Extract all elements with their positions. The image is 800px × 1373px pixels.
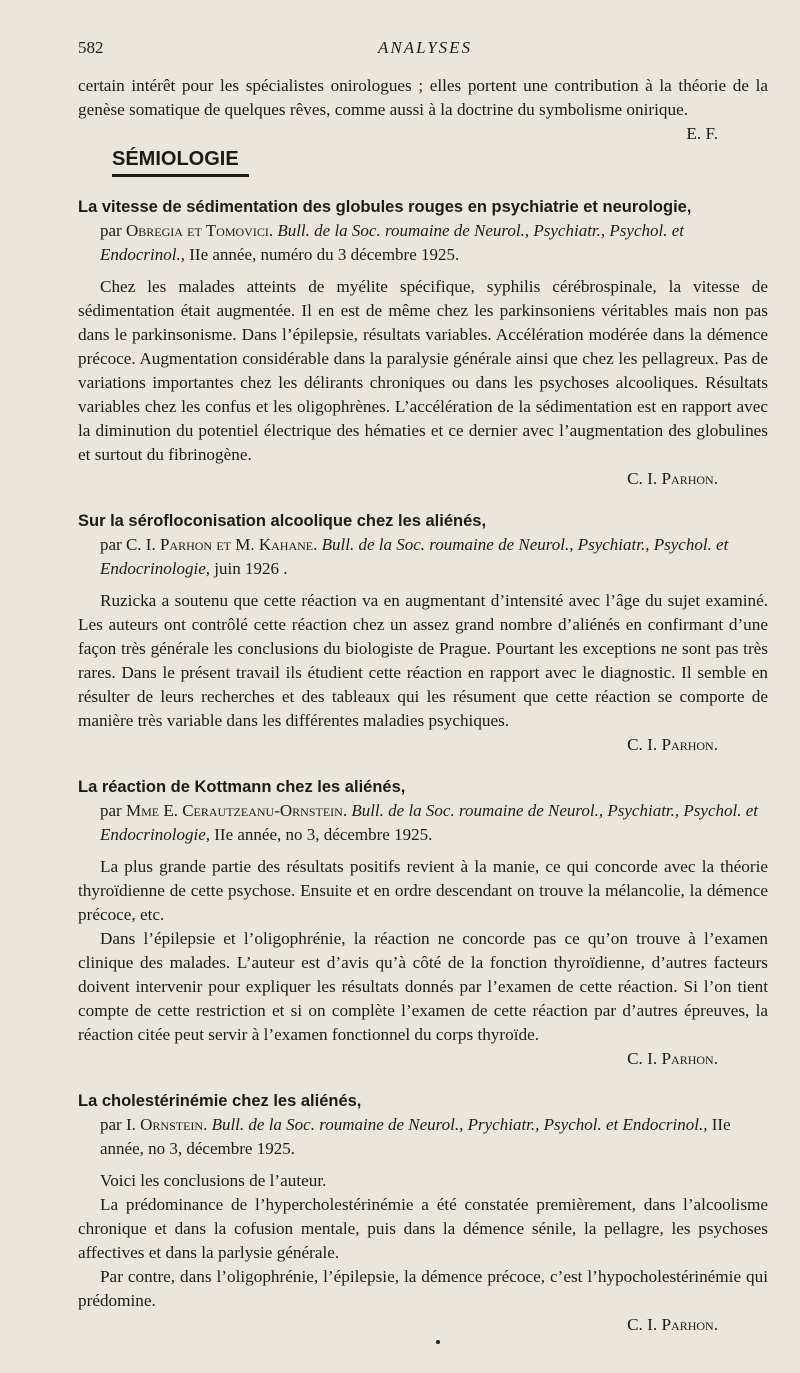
- page-number: 582: [78, 38, 104, 57]
- article-details: IIe année, no 3, décembre 1925.: [100, 1115, 731, 1158]
- article-citation: par Obregia et Tomovici. Bull. de la Soc. roumaine de Neurol., Psychiatr., Psychol. et Endocrinol., IIe année, numéro du 3 décembre 1925.: [100, 221, 684, 264]
- article-authors: I. Ornstein.: [125, 1115, 208, 1134]
- article-body: Ruzicka a soutenu que cette réaction va en augmentant d’intensité avec l’âge du sujet examiné. Les auteurs ont contrôlé cette réaction chez un assez grand nombre d’aliénés en confirmant d’une façon très générale les conclusions du biologiste de Prague. Pourtant les exceptions ne sont pas très rares. Dans le présent travail ils étudient cette réaction en rapport avec le diagnostic. Il semble en résulter de leurs recherches et des tableaux qui les résument que cette réaction se comporte de manière très variable dans les différentes maladies psychiques.: [78, 591, 768, 730]
- article-body: Voici les conclusions de l’auteur.: [100, 1171, 327, 1190]
- article: [78, 195, 768, 491]
- article-signature: C. I. Parhon.: [627, 469, 718, 488]
- article: [78, 775, 768, 1071]
- end-dot: [436, 1340, 440, 1344]
- article: [78, 509, 768, 757]
- section-title: SÉMIOLOGIE: [112, 148, 239, 177]
- article-details: juin 1926 .: [214, 559, 288, 578]
- intro-signature: E. F.: [686, 124, 718, 143]
- article-journal: Bull. de la Soc. roumaine de Neurol., Prychiatr., Psychol. et Endocrinol.,: [211, 1115, 708, 1134]
- article-citation: par Mme E. Cerautzeanu-Ornstein. Bull. de la Soc. roumaine de Neurol., Psychiatr., Psychol. et Endocrinologie, IIe année, no 3, décembre 1925.: [100, 801, 758, 844]
- article-title: La réaction de Kottmann chez les aliénés,: [78, 778, 406, 796]
- article-authors: Obregia et Tomovici.: [125, 221, 274, 240]
- article-signature: C. I. Parhon.: [627, 1315, 718, 1334]
- article-title: Sur la sérofloconisation alcoolique chez les aliénés,: [78, 512, 487, 530]
- intro-paragraph: [78, 74, 768, 143]
- intro-text: certain intérêt pour les spécialistes onirologues ; elles portent une contribution à la théorie de la genèse somatique de quelques rêves, comme aussi à la doctrine du symbolisme onirique.: [78, 76, 768, 119]
- page-header: [78, 38, 768, 64]
- article-title: La vitesse de sédimentation des globules rouges en psychiatrie et neurologie,: [78, 198, 692, 216]
- article-body: Dans l’épilepsie et l’oligophrénie, la réaction ne concorde pas ce qu’on trouve à l’examen clinique des malades. L’auteur est d’avis qu’à côté de la fonction thyroïdienne, d’autres facteurs doivent intervenir pour expliquer les résultats donnés par l’examen de cette réaction. Si l’on tient compte de cette restriction et si on complète l’examen de cette réaction par d’autres épreuves, la réaction citée peut servir à l’examen fonctionnel du corps thyroïde.: [78, 929, 768, 1044]
- article-journal: Bull. de la Soc. roumaine de Neurol., Psychiatr., Psychol. et Endocrinol.,: [100, 221, 684, 264]
- article: [78, 1089, 768, 1337]
- running-title: ANALYSES: [378, 38, 473, 57]
- article-citation: par C. I. Parhon et M. Kahane. Bull. de la Soc. roumaine de Neurol., Psychiatr., Psychol. et Endocrinologie, juin 1926 .: [100, 535, 729, 578]
- article-body: Par contre, dans l’oligophrénie, l’épilepsie, la démence précoce, c’est l’hypocholestérinémie qui prédomine.: [78, 1267, 768, 1310]
- article-body: La prédominance de l’hypercholestérinémie a été constatée premièrement, dans l’alcoolisme chronique et dans la cofusion mentale, puis dans la démence sénile, la pellagre, les psychoses affectives et dans la parlysie générale.: [78, 1195, 768, 1262]
- article-signature: C. I. Parhon.: [627, 1049, 718, 1068]
- article-signature: C. I. Parhon.: [627, 735, 718, 754]
- article-journal: Bull. de la Soc. roumaine de Neurol., Psychiatr., Psychol. et Endocrinologie,: [100, 535, 729, 578]
- article-authors: Mme E. Cerautzeanu-Ornstein.: [125, 801, 348, 820]
- article-title: La cholestérinémie chez les aliénés,: [78, 1092, 362, 1110]
- article-body: La plus grande partie des résultats positifs revient à la manie, ce qui concorde avec la théorie thyroïdienne de cette psychose. Ensuite et en ordre descendant on trouve la mélancolie, la démence précoce, etc.: [78, 857, 768, 924]
- page-content: [78, 74, 768, 1337]
- article-journal: Bull. de la Soc. roumaine de Neurol., Psychiatr., Psychol. et Endocrinologie,: [100, 801, 758, 844]
- article-authors: C. I. Parhon et M. Kahane.: [125, 535, 318, 554]
- article-body: Chez les malades atteints de myélite spécifique, syphilis cérébrospinale, la vitesse de sédimentation était augmentée. Il en est de même chez les parkinsoniens véritables mais non pas dans le parkinsonisme. Dans l’épilepsie, résultats variables. Accélération modérée dans la démence précoce. Augmentation considérable dans la paralysie générale ainsi que chez les pellagreux. Pas de variations importantes chez les délirants chroniques ou dans les psychoses alcooliques. Résultats variables chez les confus et les oligophrènes. L’accélération de la sédimentation est en rapport avec la diminution du potentiel électrique des hématies et ce dernier avec l’augmentation des globulines et surtout du fibrinogène.: [78, 277, 768, 464]
- article-details: IIe année, no 3, décembre 1925.: [214, 825, 433, 844]
- article-details: IIe année, numéro du 3 décembre 1925.: [189, 245, 460, 264]
- article-citation: par I. Ornstein. Bull. de la Soc. roumaine de Neurol., Prychiatr., Psychol. et Endocrinol., IIe année, no 3, décembre 1925.: [100, 1115, 731, 1158]
